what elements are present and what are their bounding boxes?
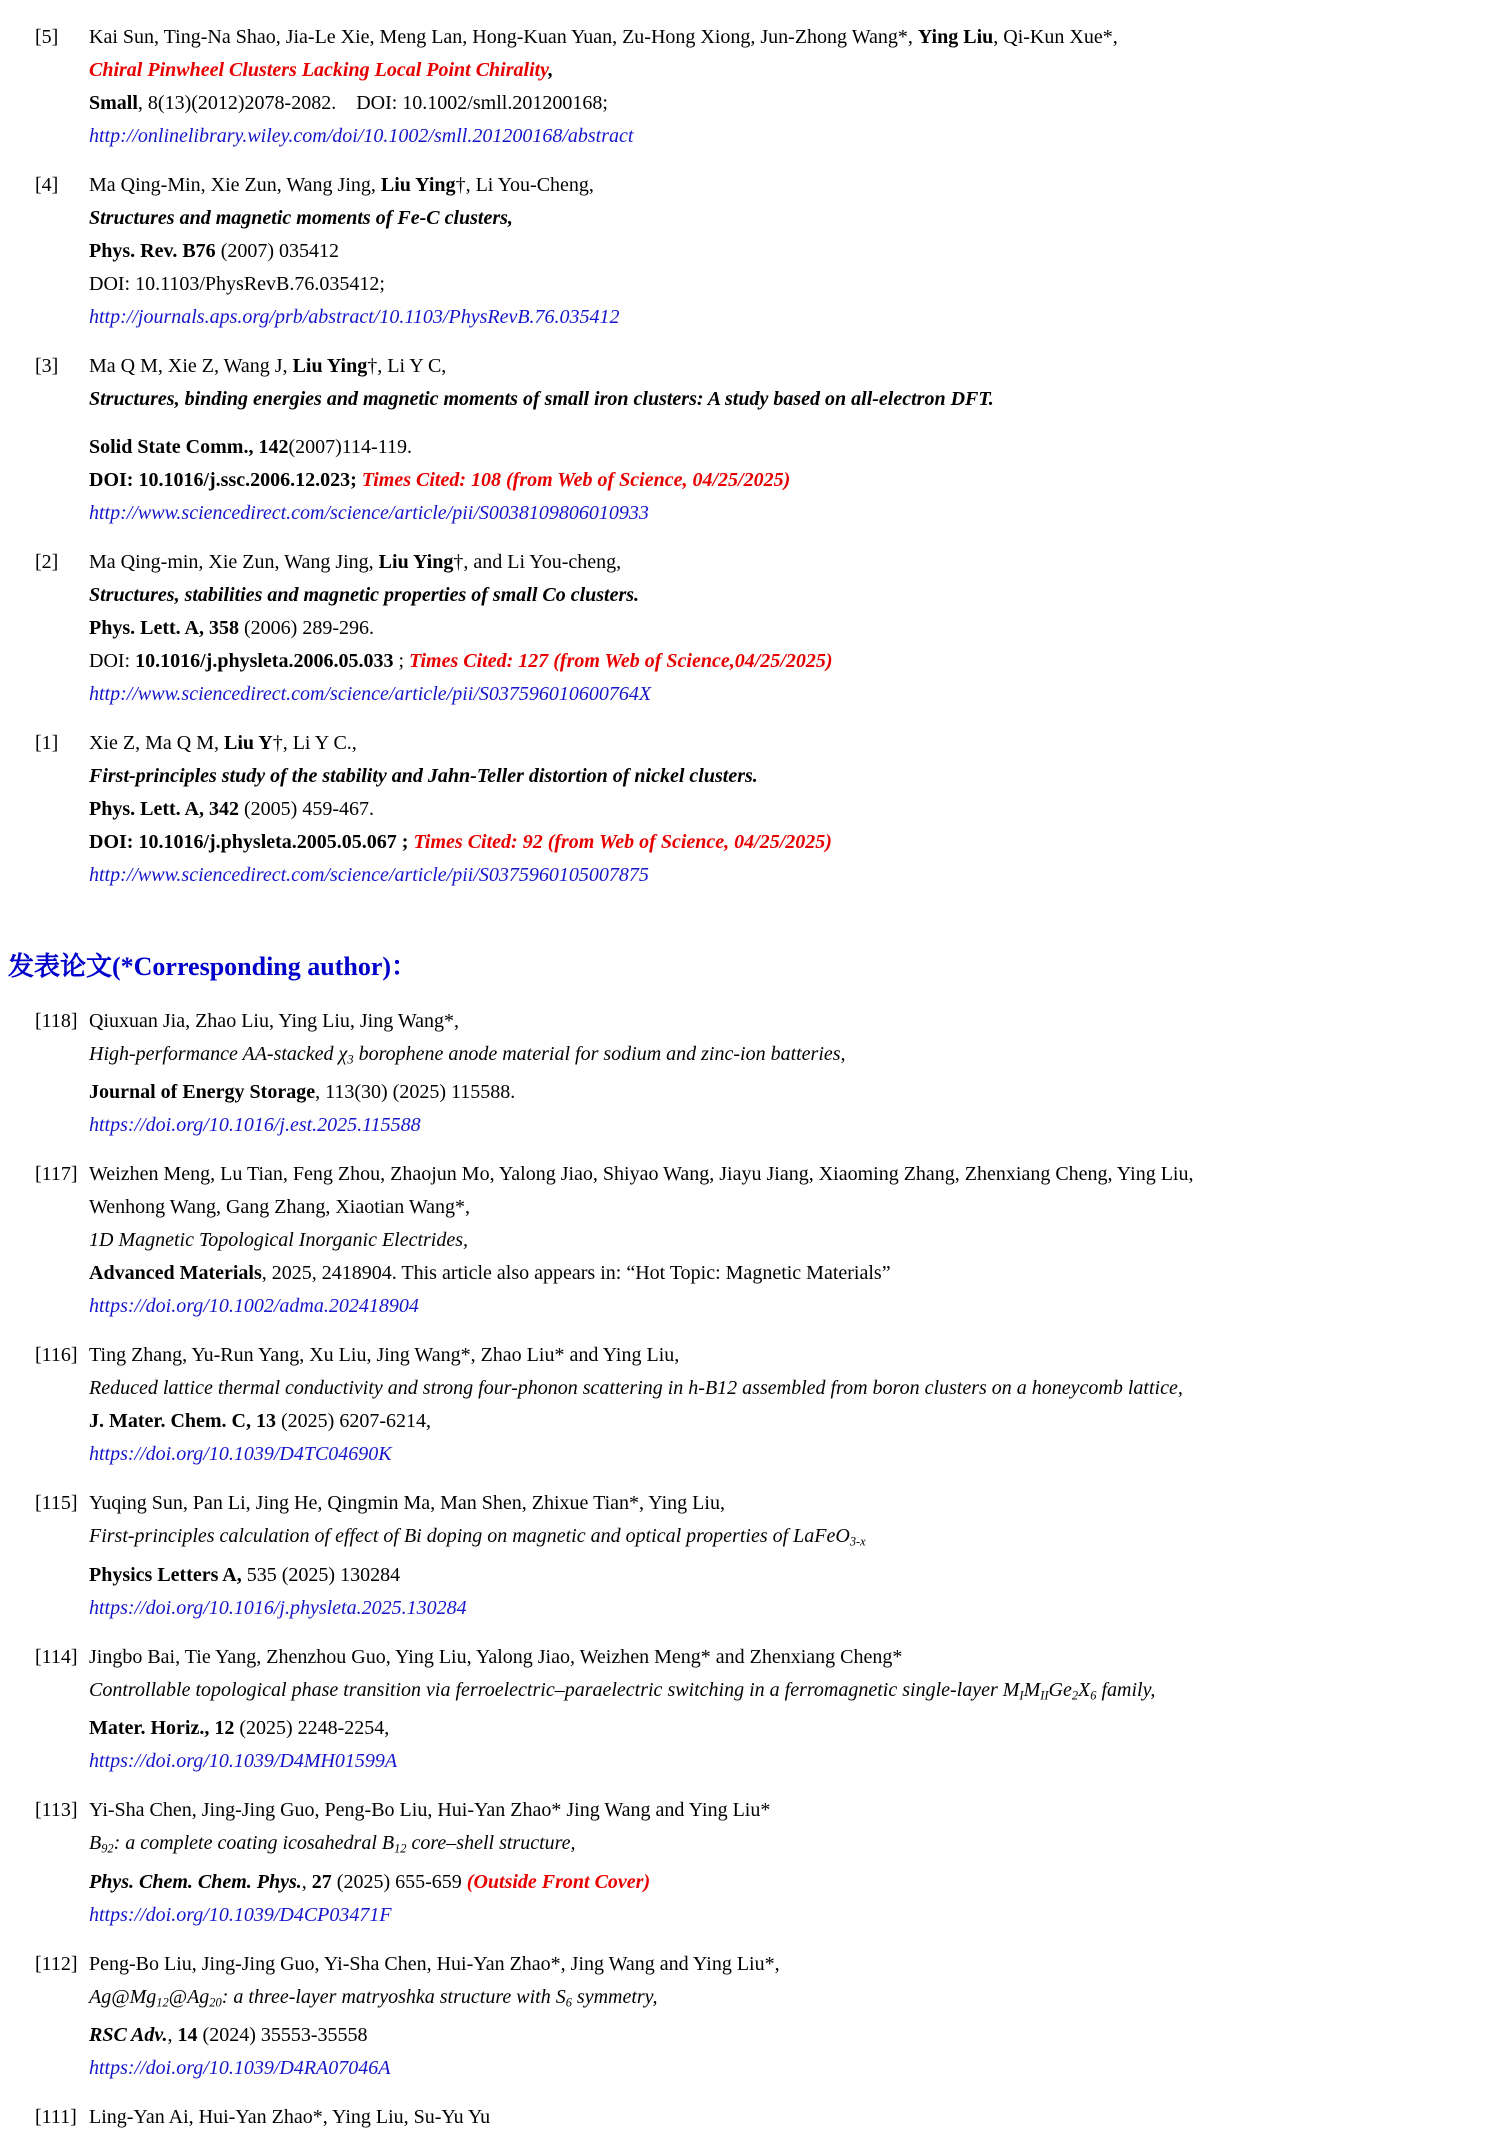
- text-segment: 6: [565, 1995, 572, 2010]
- doi-line: [89, 464, 1496, 497]
- title-line: [89, 1038, 1496, 1076]
- authors-line: [89, 1794, 1496, 1827]
- text-segment: Ge: [1048, 1678, 1072, 1701]
- journal-line: [89, 1712, 1496, 1745]
- journal-line: [89, 1076, 1496, 1109]
- text-segment: Liu Y: [223, 732, 273, 754]
- title-line: [89, 383, 1496, 416]
- reference-body: [89, 2101, 1500, 2134]
- title-line: [89, 1674, 1496, 1712]
- published-papers-heading: 发表论文(*Corresponding author)：: [8, 952, 418, 981]
- text-segment: Ma Qing-Min, Xie Zun, Wang Jing,: [89, 174, 381, 196]
- journal-line: [89, 87, 1496, 120]
- text-segment: Wenhong Wang, Gang Zhang, Xiaotian Wang*,: [89, 1196, 471, 1219]
- text-segment: DOI: 10.1016/j.ssc.2006.12.023;: [89, 469, 357, 491]
- text-segment: Times Cited: 108 (from Web of Science, 04/25/2025): [361, 469, 791, 491]
- reference-entry: [0, 169, 1500, 334]
- reference-url-link[interactable]: https://doi.org/10.1039/D4MH01599A: [89, 1750, 398, 1773]
- text-segment: Peng-Bo Liu, Jing-Jing Guo, Yi-Sha Chen, Hui-Yan Zhao*, Jing Wang and Ying Liu*,: [89, 1952, 780, 1975]
- url-line: [89, 1899, 1496, 1932]
- text-segment: (2025) 2248-2254,: [234, 1717, 390, 1740]
- text-segment: Physics Letters A,: [89, 1563, 242, 1586]
- text-segment: 12: [394, 1841, 407, 1856]
- reference-number: [1]: [35, 732, 59, 754]
- text-segment: Weizhen Meng, Lu Tian, Feng Zhou, Zhaojun Mo, Yalong Jiao, Shiyao Wang, Jiayu Jiang, Xiaoming Zhang, Zhenxiang Cheng, Ying Liu,: [89, 1163, 1194, 1186]
- reference-entry: [0, 1487, 1500, 1624]
- text-segment: ,: [167, 2024, 178, 2047]
- authors-line: [89, 1005, 1496, 1038]
- title-line: [89, 1224, 1496, 1257]
- reference-number: [4]: [35, 174, 59, 196]
- text-segment: Phys. Lett. A, 342: [89, 798, 239, 820]
- text-segment: First-principles calculation of effect of Bi doping on magnetic and optical properties of LaFeO: [89, 1525, 850, 1548]
- text-segment: 10.1016/j.physleta.2006.05.033: [135, 650, 394, 672]
- url-line: [89, 1438, 1496, 1471]
- text-segment: M: [1023, 1678, 1041, 1701]
- title-line: [89, 760, 1496, 793]
- text-segment: Phys. Rev. B76: [89, 240, 216, 262]
- journal-line: [89, 1559, 1496, 1592]
- reference-url-link[interactable]: https://doi.org/10.1039/D4CP03471F: [89, 1903, 392, 1926]
- journal-line: [89, 793, 1496, 826]
- reference-body: [89, 1794, 1500, 1931]
- text-segment: X: [1078, 1678, 1091, 1701]
- reference-number: [114]: [35, 1645, 78, 1668]
- text-segment: , Qi-Kun Xue*,: [993, 26, 1118, 48]
- text-segment: B: [89, 1832, 102, 1855]
- reference-url-link[interactable]: http://www.sciencedirect.com/science/article/pii/S0038109806010933: [89, 502, 649, 524]
- reference-number: [116]: [35, 1344, 78, 1367]
- url-line: [89, 1592, 1496, 1625]
- text-segment: 92: [101, 1841, 114, 1856]
- text-segment: Kai Sun, Ting-Na Shao, Jia-Le Xie, Meng Lan, Hong-Kuan Yuan, Zu-Hong Xiong, Jun-Zhong Wang*,: [89, 26, 918, 48]
- text-segment: Phys. Chem. Chem. Phys.: [89, 1870, 302, 1893]
- reference-body: [89, 21, 1500, 153]
- title-line: [89, 1827, 1496, 1865]
- text-segment: 3: [347, 1052, 354, 1067]
- text-segment: Qiuxuan Jia, Zhao Liu, Ying Liu, Jing Wang*,: [89, 1010, 460, 1032]
- reference-body: [89, 727, 1500, 892]
- text-segment: J. Mater. Chem. C, 13: [89, 1410, 277, 1433]
- reference-number: [117]: [35, 1163, 78, 1186]
- doi-line: [89, 826, 1496, 859]
- text-segment: DOI: 10.1016/j.physleta.2005.05.067 ;: [89, 831, 409, 853]
- text-segment: Times Cited: 127 (from Web of Science,04/25/2025): [409, 650, 833, 672]
- journal-line: [89, 612, 1496, 645]
- text-segment: Yuqing Sun, Pan Li, Jing He, Qingmin Ma, Man Shen, Zhixue Tian*, Ying Liu,: [89, 1492, 725, 1515]
- reference-body: [89, 1005, 1500, 1142]
- reference-entry: [0, 546, 1500, 711]
- journal-line: [89, 2019, 1496, 2052]
- text-segment: High-performance AA-stacked χ: [89, 1043, 348, 1065]
- text-segment: ,: [301, 1870, 312, 1893]
- reference-number: [111]: [35, 2106, 77, 2129]
- text-segment: DOI: 10.1103/PhysRevB.76.035412;: [89, 273, 385, 295]
- title-line: [89, 54, 1496, 87]
- text-segment: Journal of Energy Storage: [89, 1081, 316, 1104]
- reference-body: [89, 1158, 1500, 1323]
- reference-body: [89, 546, 1500, 711]
- journal-line: [89, 1405, 1496, 1438]
- reference-url-link[interactable]: https://doi.org/10.1039/D4TC04690K: [89, 1443, 392, 1466]
- journal-line: [89, 431, 1496, 464]
- text-segment: (2025) 6207-6214,: [276, 1410, 431, 1433]
- text-segment: Small: [89, 92, 138, 114]
- doi-line: [89, 268, 1496, 301]
- text-segment: DOI:: [89, 650, 136, 672]
- text-segment: I: [1019, 1688, 1024, 1703]
- text-segment: (2024) 35553-35558: [197, 2024, 368, 2047]
- url-line: [89, 678, 1496, 711]
- text-segment: , 113(30) (2025) 115588.: [315, 1081, 516, 1104]
- text-segment: 14: [177, 2024, 198, 2047]
- text-segment: Liu Ying: [378, 551, 454, 573]
- reference-number: [118]: [35, 1010, 78, 1032]
- authors-line: [89, 21, 1496, 54]
- reference-number: [112]: [35, 1952, 78, 1975]
- doi-line: [89, 645, 1496, 678]
- authors-line: [89, 2101, 1496, 2134]
- text-segment: symmetry,: [571, 1985, 658, 2008]
- text-segment: Ling-Yan Ai, Hui-Yan Zhao*, Ying Liu, Su-Yu Yu: [89, 2106, 491, 2129]
- text-segment: Mater. Horiz., 12: [89, 1717, 235, 1740]
- text-segment: †, and Li You-cheng,: [453, 551, 622, 573]
- text-segment: 6: [1090, 1688, 1097, 1703]
- reference-entry: [0, 1158, 1500, 1323]
- reference-body: [89, 1487, 1500, 1624]
- url-line: [89, 859, 1496, 892]
- reference-url-link[interactable]: http://onlinelibrary.wiley.com/doi/10.1002/smll.201200168/abstract: [89, 125, 634, 147]
- authors-line: [89, 1339, 1496, 1372]
- text-segment: 3-x: [849, 1534, 866, 1549]
- reference-url-link[interactable]: http://www.sciencedirect.com/science/article/pii/S037596010600764X: [89, 683, 652, 705]
- text-segment: 2: [1071, 1688, 1079, 1703]
- title-line: [89, 202, 1496, 235]
- reference-url-link[interactable]: https://doi.org/10.1016/j.est.2025.115588: [89, 1114, 421, 1137]
- text-segment: †, Li Y C.,: [272, 732, 357, 754]
- text-segment: Phys. Lett. A, 358: [89, 617, 239, 639]
- url-line: [89, 497, 1496, 530]
- text-segment: 27: [311, 1870, 332, 1893]
- text-segment: (2006) 289-296.: [239, 617, 374, 639]
- reference-number: [113]: [35, 1799, 78, 1822]
- authors-line: [89, 727, 1496, 760]
- journal-line: [89, 1257, 1496, 1290]
- text-segment: Yi-Sha Chen, Jing-Jing Guo, Peng-Bo Liu, Hui-Yan Zhao* Jing Wang and Ying Liu*: [89, 1799, 771, 1822]
- text-segment: 535 (2025) 130284: [241, 1563, 401, 1586]
- text-segment: Ying Liu: [917, 26, 994, 48]
- reference-entry: [0, 350, 1500, 530]
- reference-list: [0, 13, 1500, 892]
- url-line: [89, 1290, 1496, 1323]
- reference-number: [5]: [35, 26, 59, 48]
- text-segment: Ma Q M, Xie Z, Wang J,: [89, 355, 293, 377]
- reference-entry: [0, 1948, 1500, 2085]
- text-segment: (Outside Front Cover): [466, 1870, 651, 1893]
- reference-entry: [0, 1339, 1500, 1471]
- url-line: [89, 1745, 1496, 1778]
- authors-line: [89, 169, 1496, 202]
- authors-line: [89, 1158, 1496, 1191]
- title-line: [89, 579, 1496, 612]
- text-segment: 1D Magnetic Topological Inorganic Electrides,: [89, 1229, 469, 1252]
- reference-url-link[interactable]: https://doi.org/10.1002/adma.202418904: [89, 1295, 419, 1318]
- reference-entry: [0, 727, 1500, 892]
- reference-url-link[interactable]: https://doi.org/10.1039/D4RA07046A: [89, 2057, 391, 2080]
- reference-body: [89, 1948, 1500, 2085]
- title-line: [89, 1372, 1496, 1405]
- reference-body: [89, 1641, 1500, 1778]
- text-segment: II: [1040, 1688, 1049, 1703]
- reference-url-link[interactable]: http://journals.aps.org/prb/abstract/10.1103/PhysRevB.76.035412: [89, 306, 620, 328]
- text-segment: Structures and magnetic moments of Fe-C clusters,: [89, 207, 513, 229]
- text-segment: (2025) 655-659: [331, 1870, 467, 1893]
- text-segment: Structures, stabilities and magnetic properties of small Co clusters.: [89, 584, 640, 606]
- text-segment: Ting Zhang, Yu-Run Yang, Xu Liu, Jing Wang*, Zhao Liu* and Ying Liu,: [89, 1344, 680, 1367]
- reference-body: [89, 350, 1500, 530]
- journal-line: [89, 1866, 1496, 1899]
- authors-line: [89, 546, 1496, 579]
- text-segment: core–shell structure,: [406, 1832, 576, 1855]
- url-line: [89, 1109, 1496, 1142]
- reference-entry: [0, 2101, 1500, 2134]
- reference-number: [115]: [35, 1492, 78, 1515]
- text-segment: RSC Adv.: [89, 2024, 168, 2047]
- reference-body: [89, 1339, 1500, 1471]
- text-segment: borophene anode material for sodium and zinc-ion batteries,: [353, 1043, 846, 1065]
- reference-url-link[interactable]: https://doi.org/10.1016/j.physleta.2025.130284: [89, 1596, 467, 1619]
- text-segment: (2007) 035412: [215, 240, 340, 262]
- journal-line: [89, 235, 1496, 268]
- text-segment: Chiral Pinwheel Clusters Lacking Local Point Chirality: [89, 59, 549, 81]
- text-segment: (2005) 459-467.: [239, 798, 374, 820]
- authors-line: [89, 1191, 1496, 1224]
- text-segment: (2007)114-119.: [288, 436, 412, 458]
- url-line: [89, 2052, 1496, 2085]
- authors-line: [89, 1487, 1496, 1520]
- url-line: [89, 301, 1496, 334]
- text-segment: †, Li You-Cheng,: [455, 174, 594, 196]
- text-segment: Structures, binding energies and magnetic moments of small iron clusters: A study based on all-electron DFT.: [89, 388, 994, 410]
- text-segment: , 2025, 2418904. This article also appears in: “Hot Topic: Magnetic Materials”: [261, 1262, 891, 1285]
- url-line: [89, 120, 1496, 153]
- reference-entry: [0, 1794, 1500, 1931]
- text-segment: Ma Qing-min, Xie Zun, Wang Jing,: [89, 551, 379, 573]
- text-segment: Liu Ying: [292, 355, 368, 377]
- text-segment: : a complete coating icosahedral B: [113, 1832, 395, 1855]
- text-segment: @Ag: [168, 1985, 210, 2008]
- reference-number: [3]: [35, 355, 59, 377]
- reference-url-link[interactable]: http://www.sciencedirect.com/science/article/pii/S0375960105007875: [89, 864, 649, 886]
- publication-list: [0, 1005, 1500, 2134]
- text-segment: First-principles study of the stability and Jahn-Teller distortion of nickel clusters.: [89, 765, 758, 787]
- text-segment: 12: [156, 1995, 169, 2010]
- text-segment: : a three-layer matryoshka structure with S: [221, 1985, 566, 2008]
- reference-entry: [0, 1641, 1500, 1778]
- text-segment: †, Li Y C,: [367, 355, 447, 377]
- reference-entry: [0, 1005, 1500, 1142]
- text-segment: 20: [209, 1995, 222, 2010]
- text-segment: Times Cited: 92 (from Web of Science, 04/25/2025): [413, 831, 832, 853]
- reference-entry: [0, 21, 1500, 153]
- authors-line: [89, 1948, 1496, 1981]
- text-segment: Reduced lattice thermal conductivity and strong four-phonon scattering in h-B12 assembled from boron clusters on a honeycomb lattice,: [89, 1377, 1183, 1400]
- text-segment: Ag@Mg: [89, 1985, 157, 2008]
- text-segment: ,: [548, 59, 554, 81]
- text-segment: Jingbo Bai, Tie Yang, Zhenzhou Guo, Ying Liu, Yalong Jiao, Weizhen Meng* and Zhenxiang Cheng*: [89, 1645, 903, 1668]
- title-line: [89, 1981, 1496, 2019]
- clipped-previous-entry-line: [0, 0, 1500, 13]
- reference-body: [89, 169, 1500, 334]
- text-segment: family,: [1096, 1678, 1156, 1701]
- text-segment: Liu Ying: [380, 174, 456, 196]
- title-line: [89, 1520, 1496, 1558]
- text-segment: Solid State Comm., 142: [89, 436, 289, 458]
- authors-line: [89, 350, 1496, 383]
- text-segment: Controllable topological phase transition via ferroelectric–paraelectric switching in a ferromagnetic single-layer M: [89, 1678, 1020, 1701]
- reference-number: [2]: [35, 551, 59, 573]
- text-segment: , 8(13)(2012)2078-2082. DOI: 10.1002/smll.201200168;: [137, 92, 608, 114]
- text-segment: ;: [393, 650, 410, 672]
- text-segment: Advanced Materials: [89, 1262, 262, 1285]
- text-segment: Xie Z, Ma Q M,: [89, 732, 224, 754]
- authors-line: [89, 1641, 1496, 1674]
